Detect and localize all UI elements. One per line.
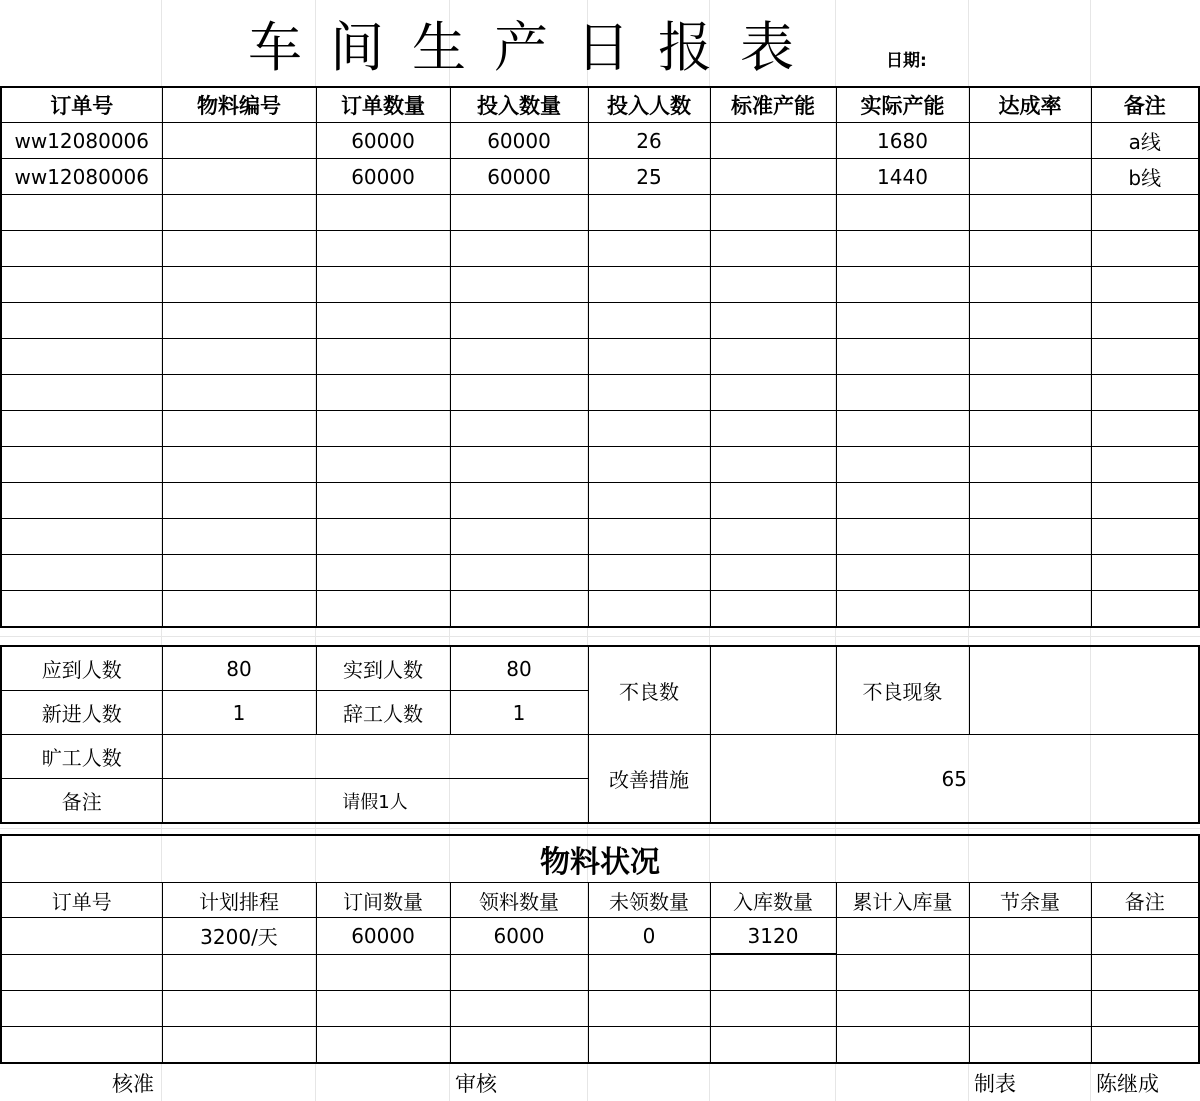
empty-cell[interactable] [162,519,316,555]
header-cell[interactable]: 投入数量 [450,87,588,123]
cell-order-qty[interactable]: 60000 [316,159,450,195]
empty-cell[interactable] [316,991,450,1027]
empty-cell[interactable] [588,303,710,339]
empty-cell[interactable] [969,303,1091,339]
empty-row [1,411,1199,447]
cell-order-qty[interactable]: 60000 [316,918,450,955]
empty-cell[interactable] [1,447,162,483]
empty-cell[interactable] [162,483,316,519]
cell-actual-capacity[interactable]: 1440 [836,159,969,195]
resigned-value[interactable]: 1 [450,691,588,735]
defects-label: 不良数 [588,646,710,735]
empty-cell[interactable] [836,447,969,483]
gridline [0,636,1200,637]
empty-cell[interactable] [969,555,1091,591]
empty-cell[interactable] [1,483,162,519]
empty-cell[interactable] [836,267,969,303]
empty-cell[interactable] [710,954,836,991]
empty-cell[interactable] [710,195,836,231]
empty-cell[interactable] [1,267,162,303]
empty-cell[interactable] [1091,231,1199,267]
materials-header-row [1,883,1199,918]
gridline [0,828,1200,829]
empty-cell[interactable] [450,267,588,303]
empty-cell[interactable] [836,991,969,1027]
empty-cell[interactable] [836,483,969,519]
expected-headcount-value[interactable]: 80 [162,646,316,691]
empty-cell[interactable] [450,519,588,555]
cell-headcount[interactable]: 26 [588,123,710,159]
cell-planned-schedule[interactable]: 3200/天 [162,918,316,955]
empty-cell[interactable] [1,954,162,991]
empty-cell[interactable] [316,591,450,628]
empty-row [1,519,1199,555]
empty-cell[interactable] [969,519,1091,555]
empty-cell[interactable] [1,303,162,339]
header-cell[interactable]: 备注 [1091,87,1199,123]
production-row [1,159,1199,195]
empty-cell[interactable] [450,1027,588,1064]
header-cell[interactable]: 订单数量 [316,87,450,123]
empty-cell[interactable] [710,339,836,375]
cell-standard-capacity[interactable] [710,159,836,195]
empty-cell[interactable] [450,195,588,231]
absent-label: 旷工人数 [1,735,162,779]
production-header-row [1,87,1199,123]
empty-cell[interactable] [1,991,162,1027]
empty-cell[interactable] [1091,519,1199,555]
cell-unissued-qty[interactable]: 0 [588,918,710,955]
empty-cell[interactable] [1,195,162,231]
empty-cell[interactable] [710,411,836,447]
empty-cell[interactable] [836,339,969,375]
empty-cell[interactable] [588,555,710,591]
empty-cell[interactable] [450,991,588,1027]
empty-row [1,991,1199,1027]
empty-cell[interactable] [710,991,836,1027]
staff-remarks-value[interactable]: 请假1人 [162,779,588,824]
empty-cell[interactable] [316,411,450,447]
empty-row [1,231,1199,267]
header-cell[interactable]: 未领数量 [588,883,710,918]
empty-row [1,195,1199,231]
expected-headcount-label: 应到人数 [1,646,162,691]
empty-cell[interactable] [450,375,588,411]
empty-cell[interactable] [316,231,450,267]
empty-cell[interactable] [1091,1027,1199,1064]
empty-cell[interactable] [316,519,450,555]
empty-cell[interactable] [162,195,316,231]
empty-cell[interactable] [450,483,588,519]
cell-order-number[interactable] [1,918,162,955]
empty-cell[interactable] [162,267,316,303]
empty-cell[interactable] [316,303,450,339]
empty-cell[interactable] [316,447,450,483]
production-table [0,86,1200,628]
empty-cell[interactable] [836,411,969,447]
empty-cell[interactable] [316,267,450,303]
empty-cell[interactable] [316,195,450,231]
empty-cell[interactable] [969,483,1091,519]
empty-cell[interactable] [450,447,588,483]
header-cell[interactable]: 备注 [1091,883,1199,918]
empty-cell[interactable] [588,591,710,628]
materials-title: 物料状况 [1,835,1199,883]
empty-cell[interactable] [316,483,450,519]
empty-cell[interactable] [162,231,316,267]
header-cell[interactable]: 领料数量 [450,883,588,918]
empty-cell[interactable] [1,231,162,267]
empty-cell[interactable] [450,231,588,267]
empty-cell[interactable] [710,519,836,555]
cell-standard-capacity[interactable] [710,123,836,159]
empty-cell[interactable] [588,1027,710,1064]
header-cell[interactable]: 实际产能 [836,87,969,123]
header-cell[interactable]: 标准产能 [710,87,836,123]
empty-row [1,555,1199,591]
empty-cell[interactable] [1091,991,1199,1027]
empty-cell[interactable] [1,519,162,555]
empty-cell[interactable] [1091,555,1199,591]
cell-input-qty[interactable]: 60000 [450,123,588,159]
empty-cell[interactable] [316,339,450,375]
production-row [1,123,1199,159]
header-cell[interactable]: 入库数量 [710,883,836,918]
empty-cell[interactable] [969,447,1091,483]
empty-cell[interactable] [836,555,969,591]
header-cell[interactable]: 计划排程 [162,883,316,918]
header-cell[interactable]: 节余量 [969,883,1091,918]
empty-cell[interactable] [162,591,316,628]
empty-cell[interactable] [710,303,836,339]
empty-cell[interactable] [316,954,450,991]
cell-surplus[interactable] [969,918,1091,955]
defect-phenomenon-value[interactable] [969,646,1199,735]
preparer-name: 陈继成 [1096,1072,1159,1096]
empty-cell[interactable] [316,555,450,591]
empty-cell[interactable] [588,195,710,231]
empty-row [1,483,1199,519]
empty-cell[interactable] [1091,267,1199,303]
empty-cell[interactable] [710,591,836,628]
cell-material-code[interactable] [162,123,316,159]
empty-row [1,375,1199,411]
empty-cell[interactable] [969,375,1091,411]
empty-cell[interactable] [969,411,1091,447]
empty-cell[interactable] [450,555,588,591]
empty-cell[interactable] [588,267,710,303]
cell-issued-qty[interactable]: 6000 [450,918,588,955]
header-cell[interactable]: 订单号 [1,87,162,123]
header-cell[interactable]: 订单号 [1,883,162,918]
empty-cell[interactable] [710,555,836,591]
empty-cell[interactable] [836,195,969,231]
empty-cell[interactable] [710,267,836,303]
review-label: 审核 [455,1072,497,1096]
header-cell[interactable]: 投入人数 [588,87,710,123]
empty-cell[interactable] [588,519,710,555]
empty-cell[interactable] [1091,411,1199,447]
empty-cell[interactable] [969,231,1091,267]
empty-row [1,267,1199,303]
approve-label: 核准 [112,1072,154,1096]
header-cell[interactable]: 达成率 [969,87,1091,123]
empty-cell[interactable] [1091,447,1199,483]
defect-phenomenon-label: 不良现象 [836,646,969,735]
cell-input-qty[interactable]: 60000 [450,159,588,195]
empty-cell[interactable] [1091,375,1199,411]
empty-cell[interactable] [588,375,710,411]
cell-order-number[interactable]: ww12080006 [1,159,162,195]
cell-stock-in-qty[interactable]: 3120 [710,918,836,955]
cell-order-number[interactable]: ww12080006 [1,123,162,159]
empty-cell[interactable] [588,231,710,267]
cell-remarks[interactable] [1091,918,1199,955]
cell-remarks[interactable]: a线 [1091,123,1199,159]
empty-cell[interactable] [710,375,836,411]
cell-material-code[interactable] [162,159,316,195]
empty-cell[interactable] [1091,591,1199,628]
empty-cell[interactable] [710,483,836,519]
prepared-label: 制表 [974,1072,1016,1096]
empty-cell[interactable] [836,303,969,339]
empty-cell[interactable] [969,591,1091,628]
empty-cell[interactable] [316,375,450,411]
cell-remarks[interactable]: b线 [1091,159,1199,195]
empty-cell[interactable] [1,1027,162,1064]
empty-cell[interactable] [1,555,162,591]
empty-cell[interactable] [588,447,710,483]
empty-cell[interactable] [710,1027,836,1064]
empty-cell[interactable] [1,375,162,411]
header-cell[interactable]: 订间数量 [316,883,450,918]
empty-cell[interactable] [588,339,710,375]
staff-row [1,646,1199,691]
empty-cell[interactable] [588,954,710,991]
empty-cell[interactable] [969,1027,1091,1064]
empty-cell[interactable] [316,1027,450,1064]
empty-cell[interactable] [1091,483,1199,519]
materials-table [0,834,1200,1064]
empty-cell[interactable] [162,303,316,339]
defects-value[interactable] [710,646,836,735]
cell-achievement-rate[interactable] [969,123,1091,159]
materials-title-row [1,835,1199,883]
actual-headcount-label: 实到人数 [316,646,450,691]
empty-cell[interactable] [1,339,162,375]
empty-cell[interactable] [1,591,162,628]
empty-cell[interactable] [162,991,316,1027]
cell-achievement-rate[interactable] [969,159,1091,195]
empty-cell[interactable] [588,991,710,1027]
empty-cell[interactable] [969,991,1091,1027]
empty-cell[interactable] [162,1027,316,1064]
empty-cell[interactable] [836,1027,969,1064]
empty-cell[interactable] [450,411,588,447]
empty-cell[interactable] [836,375,969,411]
cell-headcount[interactable]: 25 [588,159,710,195]
empty-cell[interactable] [836,231,969,267]
empty-cell[interactable] [1091,339,1199,375]
empty-cell[interactable] [969,267,1091,303]
empty-cell[interactable] [588,483,710,519]
staffing-table [0,645,1200,824]
empty-cell[interactable] [710,447,836,483]
empty-cell[interactable] [1091,954,1199,991]
empty-cell[interactable] [162,375,316,411]
empty-cell[interactable] [450,591,588,628]
empty-cell[interactable] [836,954,969,991]
empty-cell[interactable] [450,339,588,375]
staff-row [1,735,1199,779]
empty-cell[interactable] [450,303,588,339]
header-cell[interactable]: 物料编号 [162,87,316,123]
empty-row [1,303,1199,339]
materials-row [1,918,1199,955]
empty-cell[interactable] [1091,195,1199,231]
empty-row [1,447,1199,483]
resigned-label: 辞工人数 [316,691,450,735]
empty-cell[interactable] [836,519,969,555]
empty-cell[interactable] [162,447,316,483]
report-title: 车间生产日报表 [248,16,822,79]
empty-row [1,339,1199,375]
empty-cell[interactable] [162,555,316,591]
actual-headcount-value[interactable]: 80 [450,646,588,691]
empty-cell[interactable] [450,954,588,991]
empty-row [1,954,1199,991]
empty-cell[interactable] [1091,303,1199,339]
empty-cell[interactable] [162,339,316,375]
cell-order-qty[interactable]: 60000 [316,123,450,159]
empty-cell[interactable] [710,231,836,267]
empty-row [1,1027,1199,1064]
improvement-label: 改善措施 [588,735,710,824]
staff-remarks-label: 备注 [1,779,162,824]
new-hires-label: 新进人数 [1,691,162,735]
empty-cell[interactable] [836,591,969,628]
empty-cell[interactable] [969,954,1091,991]
date-label: 日期: [886,51,927,71]
empty-cell[interactable] [969,339,1091,375]
empty-cell[interactable] [588,411,710,447]
absent-value[interactable] [162,735,588,779]
empty-cell[interactable] [162,954,316,991]
empty-cell[interactable] [969,195,1091,231]
empty-cell[interactable] [1,411,162,447]
improvement-value[interactable]: 65 [710,735,1199,824]
empty-row [1,591,1199,628]
new-hires-value[interactable]: 1 [162,691,316,735]
header-cell[interactable]: 累计入库量 [836,883,969,918]
cell-cumulative-stock-in[interactable] [836,918,969,955]
cell-actual-capacity[interactable]: 1680 [836,123,969,159]
empty-cell[interactable] [162,411,316,447]
